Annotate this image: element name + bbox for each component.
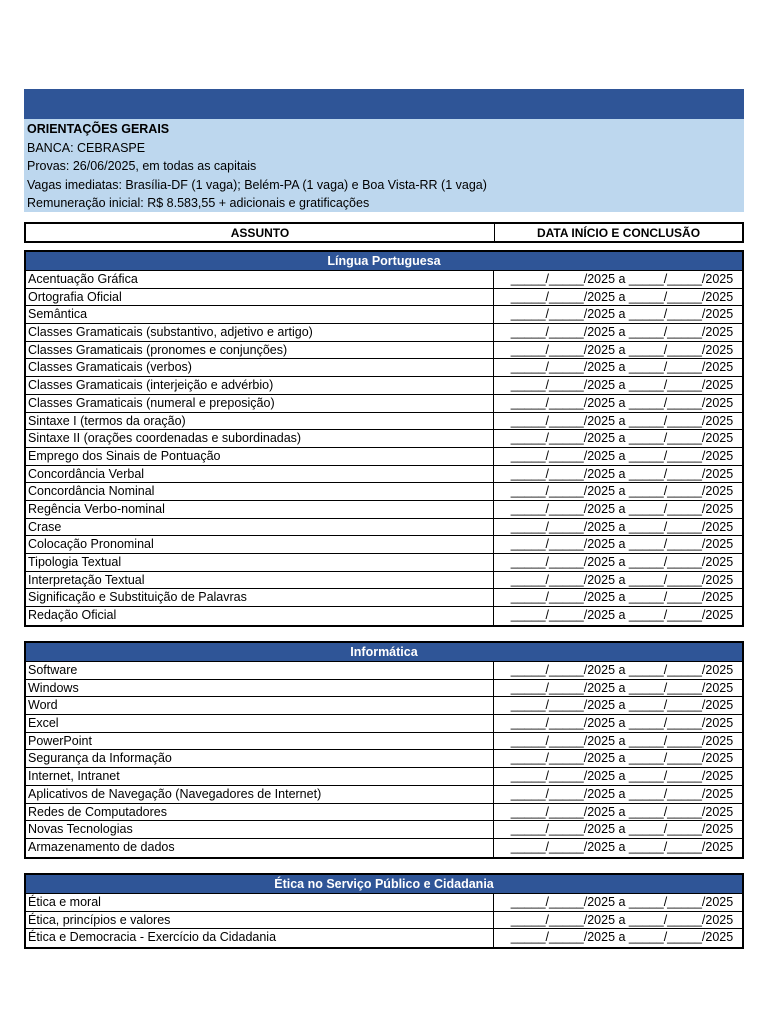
date-range-cell[interactable]: _____/_____/2025 a _____/_____/2025 (510, 289, 734, 304)
section-title: Ética no Serviço Público e Cidadania (26, 875, 742, 894)
date-range-cell[interactable]: _____/_____/2025 a _____/_____/2025 (510, 342, 734, 357)
subject-cell: Interpretação Textual (26, 572, 494, 589)
section-title: Informática (26, 643, 742, 662)
subject-cell: Concordância Verbal (26, 466, 494, 483)
table-row (26, 395, 742, 413)
date-range-cell[interactable]: _____/_____/2025 a _____/_____/2025 (510, 751, 734, 766)
table-row (26, 894, 742, 912)
table-row (26, 359, 742, 377)
exam-date-line: Provas: 26/06/2025, em todas as capitais (27, 159, 257, 173)
table-row (26, 572, 742, 590)
date-range-cell[interactable]: _____/_____/2025 a _____/_____/2025 (510, 590, 734, 605)
date-range-cell[interactable]: _____/_____/2025 a _____/_____/2025 (510, 839, 734, 854)
date-range-cell[interactable]: _____/_____/2025 a _____/_____/2025 (510, 716, 734, 731)
date-range-cell[interactable]: _____/_____/2025 a _____/_____/2025 (510, 378, 734, 393)
subject-cell: Redes de Computadores (26, 804, 494, 821)
date-range-cell[interactable]: _____/_____/2025 a _____/_____/2025 (510, 698, 734, 713)
date-range-cell[interactable]: _____/_____/2025 a _____/_____/2025 (510, 537, 734, 552)
date-range-cell[interactable]: _____/_____/2025 a _____/_____/2025 (510, 608, 734, 623)
subject-cell: Crase (26, 519, 494, 536)
table-row (26, 750, 742, 768)
subject-cell: Ética e Democracia - Exercício da Cidadania (26, 929, 494, 947)
date-range-cell[interactable]: _____/_____/2025 a _____/_____/2025 (510, 769, 734, 784)
subject-cell: Ética, princípios e valores (26, 912, 494, 929)
table-row (26, 662, 742, 680)
subject-cell: PowerPoint (26, 733, 494, 750)
section-title: Língua Portuguesa (26, 252, 742, 271)
table-row (26, 377, 742, 395)
table-row (26, 271, 742, 289)
subject-cell: Software (26, 662, 494, 679)
subject-cell: Aplicativos de Navegação (Navegadores de Internet) (26, 786, 494, 803)
table-row (26, 324, 742, 342)
table-row (26, 519, 742, 537)
section-lingua-portuguesa (24, 250, 744, 627)
date-range-cell[interactable]: _____/_____/2025 a _____/_____/2025 (510, 663, 734, 677)
date-range-cell[interactable]: _____/_____/2025 a _____/_____/2025 (510, 733, 734, 748)
date-range-cell[interactable]: _____/_____/2025 a _____/_____/2025 (510, 555, 734, 569)
table-header (24, 222, 744, 243)
date-range-cell[interactable]: _____/_____/2025 a _____/_____/2025 (510, 360, 734, 375)
subject-column-header: ASSUNTO (26, 224, 495, 241)
date-range-cell[interactable]: _____/_____/2025 a _____/_____/2025 (510, 466, 734, 481)
table-row (26, 554, 742, 572)
date-range-cell[interactable]: _____/_____/2025 a _____/_____/2025 (510, 895, 734, 909)
table-row (26, 680, 742, 698)
exam-board-line: BANCA: CEBRASPE (27, 140, 146, 155)
salary-line: Remuneração inicial: R$ 8.583,55 + adicionais e gratificações (27, 196, 370, 210)
date-range-cell[interactable]: _____/_____/2025 a _____/_____/2025 (510, 912, 734, 927)
section-etica (24, 873, 744, 949)
subject-cell: Tipologia Textual (26, 554, 494, 571)
date-range-cell[interactable]: _____/_____/2025 a _____/_____/2025 (510, 786, 734, 801)
table-row (26, 289, 742, 307)
table-row (26, 821, 742, 839)
subject-cell: Segurança da Informação (26, 750, 494, 767)
date-range-cell[interactable]: _____/_____/2025 a _____/_____/2025 (510, 822, 734, 837)
guidelines-heading: ORIENTAÇÕES GERAIS (27, 122, 170, 136)
table-row (26, 483, 742, 501)
subject-cell: Redação Oficial (26, 607, 494, 625)
table-row (26, 786, 742, 804)
date-range-cell[interactable]: _____/_____/2025 a _____/_____/2025 (510, 448, 734, 463)
date-range-cell[interactable]: _____/_____/2025 a _____/_____/2025 (510, 572, 734, 587)
subject-cell: Classes Gramaticais (verbos) (26, 359, 494, 376)
table-row (26, 430, 742, 448)
table-row (26, 839, 742, 857)
date-range-cell[interactable]: _____/_____/2025 a _____/_____/2025 (510, 431, 734, 446)
subject-cell: Sintaxe II (orações coordenadas e subordinadas) (26, 430, 494, 447)
subject-cell: Novas Tecnologias (26, 821, 494, 838)
subject-cell: Emprego dos Sinais de Pontuação (26, 448, 494, 465)
subject-cell: Classes Gramaticais (interjeição e advérbio) (26, 377, 494, 394)
date-range-cell[interactable]: _____/_____/2025 a _____/_____/2025 (510, 325, 734, 340)
table-row (26, 912, 742, 930)
subject-cell: Ética e moral (26, 894, 494, 911)
table-row (26, 413, 742, 431)
subject-cell: Semântica (26, 306, 494, 323)
table-row (26, 929, 742, 947)
vacancies-line: Vagas imediatas: Brasília-DF (1 vaga); Belém-PA (1 vaga) e Boa Vista-RR (1 vaga) (27, 177, 487, 192)
subject-cell: Excel (26, 715, 494, 732)
date-range-cell[interactable]: _____/_____/2025 a _____/_____/2025 (510, 804, 734, 819)
table-row (26, 607, 742, 625)
table-row (26, 501, 742, 519)
subject-cell: Classes Gramaticais (substantivo, adjetivo e artigo) (26, 324, 494, 341)
date-column-header: DATA INÍCIO E CONCLUSÃO (536, 226, 701, 240)
subject-cell: Regência Verbo-nominal (26, 501, 494, 518)
subject-cell: Armazenamento de dados (26, 839, 494, 857)
subject-cell: Acentuação Gráfica (26, 271, 494, 288)
table-row (26, 804, 742, 822)
table-row (26, 536, 742, 554)
table-row (26, 589, 742, 607)
table-row (26, 715, 742, 733)
section-informatica (24, 641, 744, 859)
title-bar (24, 89, 744, 119)
table-row (26, 466, 742, 484)
table-row (26, 342, 742, 360)
table-row (26, 448, 742, 466)
date-range-cell[interactable]: _____/_____/2025 a _____/_____/2025 (510, 484, 734, 499)
subject-cell: Word (26, 697, 494, 714)
date-range-cell[interactable]: _____/_____/2025 a _____/_____/2025 (510, 519, 734, 534)
table-row (26, 733, 742, 751)
subject-cell: Classes Gramaticais (numeral e preposição) (26, 395, 494, 412)
subject-cell: Windows (26, 680, 494, 697)
date-range-cell[interactable]: _____/_____/2025 a _____/_____/2025 (510, 930, 734, 945)
table-row (26, 697, 742, 715)
subject-cell: Ortografia Oficial (26, 289, 494, 306)
subject-cell: Significação e Substituição de Palavras (26, 589, 494, 606)
date-range-cell[interactable]: _____/_____/2025 a _____/_____/2025 (510, 680, 734, 695)
date-range-cell[interactable]: _____/_____/2025 a _____/_____/2025 (510, 413, 734, 428)
subject-cell: Internet, Intranet (26, 768, 494, 785)
subject-cell: Concordância Nominal (26, 483, 494, 500)
date-range-cell[interactable]: _____/_____/2025 a _____/_____/2025 (510, 272, 734, 286)
general-guidelines-box (24, 119, 744, 212)
subject-cell: Sintaxe I (termos da oração) (26, 413, 494, 430)
table-row (26, 306, 742, 324)
date-range-cell[interactable]: _____/_____/2025 a _____/_____/2025 (510, 307, 734, 322)
subject-cell: Classes Gramaticais (pronomes e conjunções) (26, 342, 494, 359)
subject-cell: Colocação Pronominal (26, 536, 494, 553)
date-range-cell[interactable]: _____/_____/2025 a _____/_____/2025 (510, 501, 734, 516)
table-row (26, 768, 742, 786)
date-range-cell[interactable]: _____/_____/2025 a _____/_____/2025 (510, 395, 734, 410)
